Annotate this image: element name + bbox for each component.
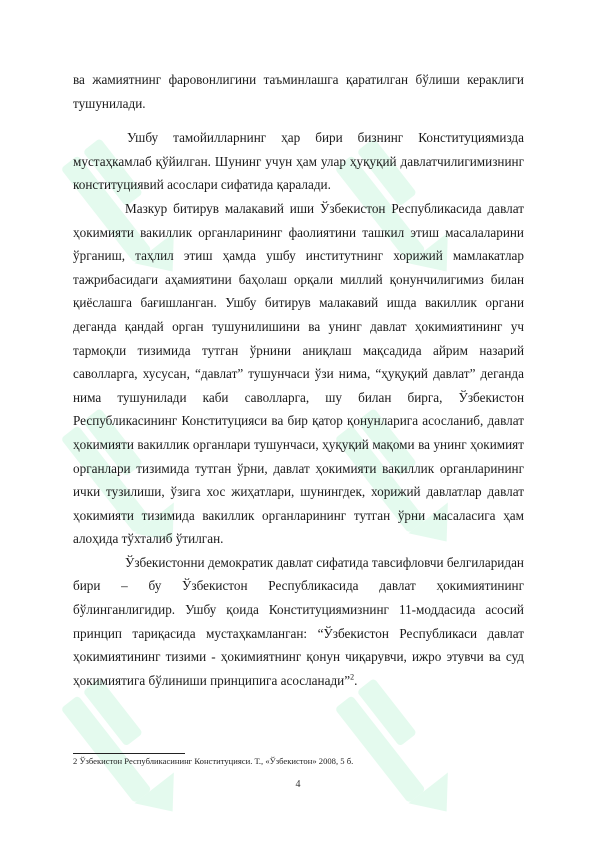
paragraph-1: ва жамиятнинг фаровонлигини таъминлашга қаратилган бўлиши кераклиги тушунилади. — [73, 72, 524, 111]
footnote: 2 Ўзбекистон Республикасининг Конституцияси. Т., «Ўзбекистон» 2008, 5 б. — [73, 756, 354, 766]
watermark-logo-icon — [335, 678, 467, 827]
footnote-reference: 2 — [350, 672, 355, 682]
paragraph-4: Ўзбекистонни демократик давлат сифатида тавсифловчи белгиларидан бири – бу Ўзбекистон Республикасида давлат ҳокимиятининг бўлинганлигидир. Ушбу қоида Конституциямизнинг 11-моддасида асосий принцип тариқасида мустаҳкамланган: “Ўзбекистон Республикаси давлат ҳокимиятининг тизими - ҳокимиятнинг қонун чиқарувчи, ижро этувчи ва суд ҳокимиятига бўлиниши принципига асосланади”$^2$. — [73, 554, 524, 688]
paragraph-4-text: Ўзбекистонни демократик давлат сифатида тавсифловчи белгиларидан бири – бу Ўзбекистон Республикасида давлат ҳокимиятининг бўлинганлигидир. Ушбу қоида Конституциямизнинг 11-моддасида асосий принцип тариқасида мустаҳкамланган: “Ўзбекистон Республикаси давлат ҳокимиятининг тизими - ҳокимиятнинг қонун чиқарувчи, ижро этувчи ва суд ҳокимиятига бўлиниши принципига асосланади” — [73, 554, 524, 688]
page-number: 4 — [295, 779, 301, 790]
footnote-divider — [73, 753, 185, 754]
paragraph-2: Ушбу тамойилларнинг ҳар бири бизнинг Конституциямизда мустаҳкамлаб қўйилган. Шунинг учун ҳам улар ҳуқуқий давлатчилигимизнинг конституциявий асослари сифатида қаралади. — [73, 130, 524, 193]
paragraph-3: Мазкур битирув малакавий иши Ўзбекистон Республикасида давлат ҳокимияти вакиллик органларининг фаолиятини ташкил этиш масалаларини ўрганиш, таҳлил этиш ҳамда ушбу институтнинг хорижий мамлакатлар тажрибасидаги аҳамиятини баҳолаш орқали миллий қонунчилигимиз билан қиёслашга бағишланган. Ушбу битирув малакавий ишда вакиллик органи деганда қандай орган тушунилишини ва унинг давлат ҳокимиятининг уч тармоқли тизимида тутган ўрнини аниқлаш мақсадида айрим назарий саволларга, хусусан, “давлат” тушунчаси ўзи нима, “ҳуқуқий давлат” деганда нима тушунилади каби саволларга, шу билан бирга, Ўзбекистон Республикасининг Конституцияси ва бир қатор қонунларига асосланиб, давлат ҳокимияти вакиллик органлари тушунчаси, ҳуқуқий мақоми ва унинг ҳокимият органлари тизимида тутган ўрни, давлат ҳокимияти вакиллик органларининг ички тузилиши, ўзига хос жиҳатлари, шунингдек, хорижий давлатлар давлат ҳокимияти тизимида вакиллик органларининг тутган ўрни масаласига ҳам алоҳида тўхталиб ўтилган. — [73, 200, 524, 547]
body-text — [73, 68, 524, 692]
